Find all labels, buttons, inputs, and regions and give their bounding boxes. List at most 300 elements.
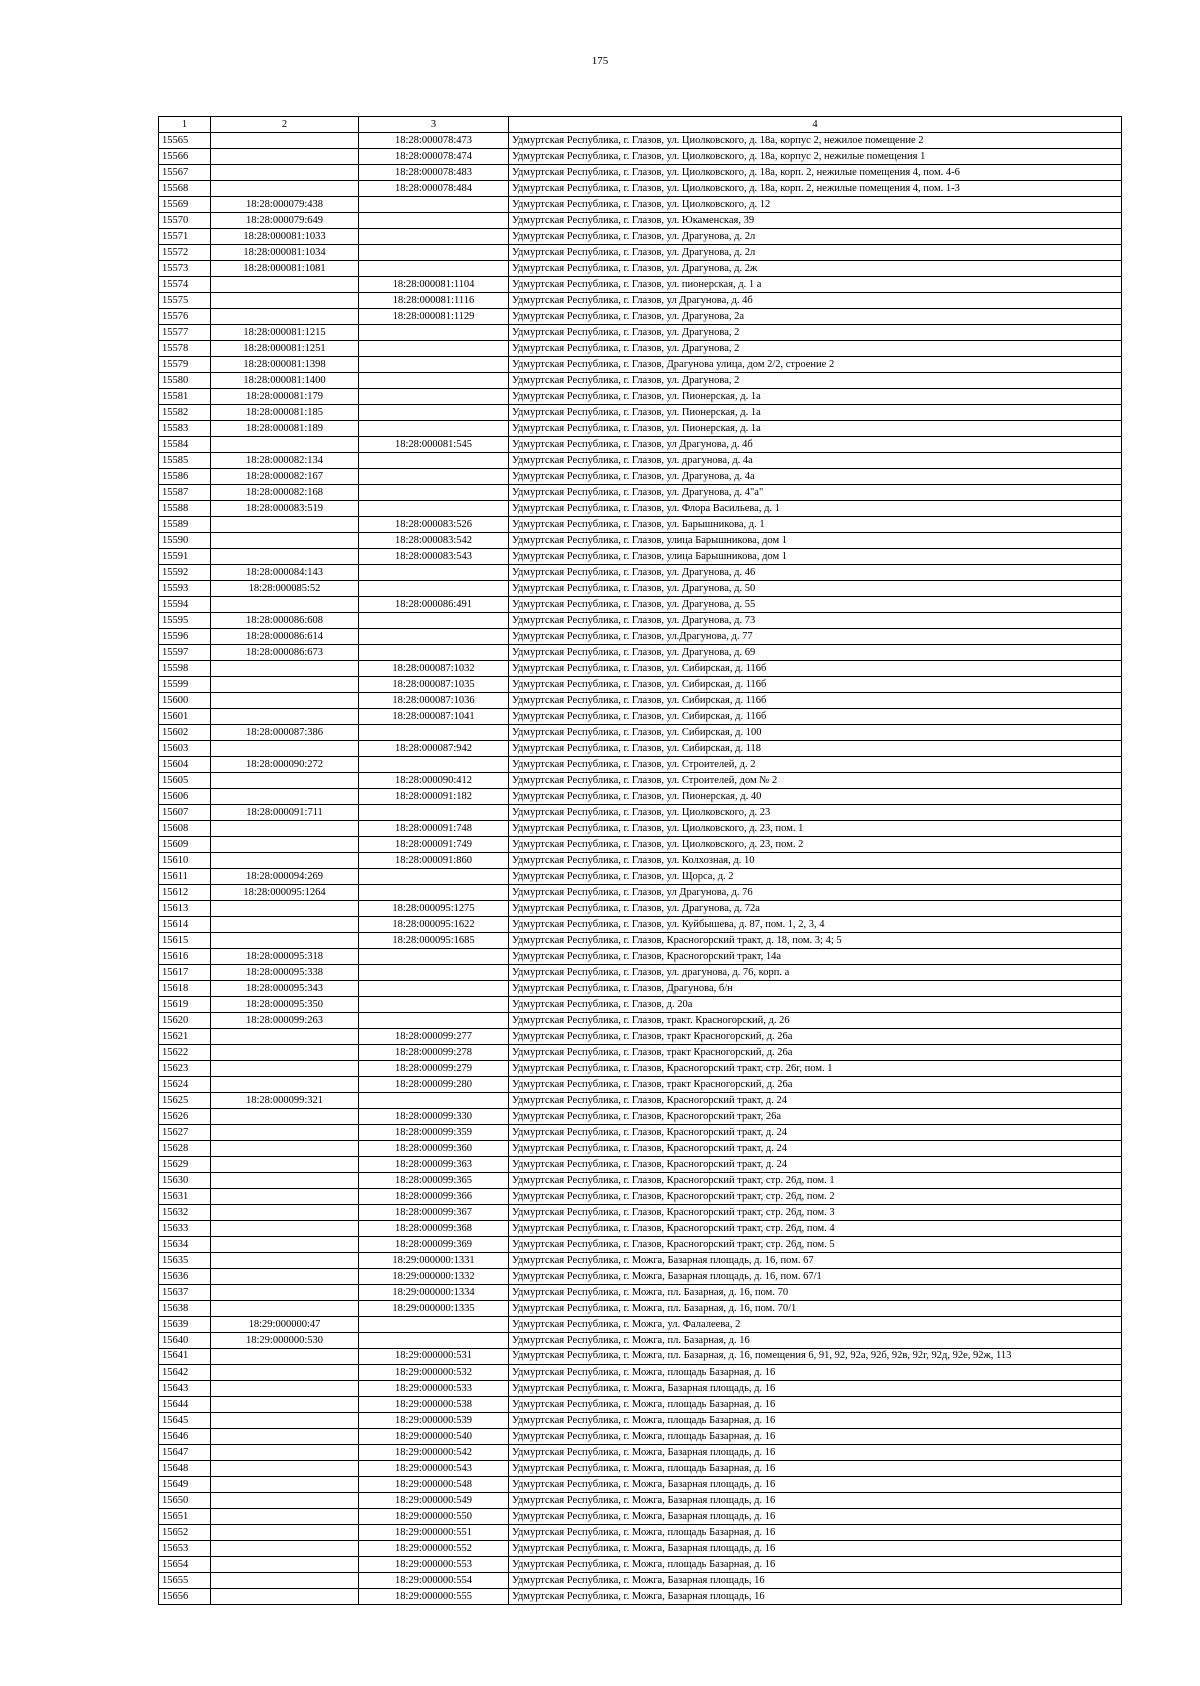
row-number-cell: 15621 — [159, 1029, 211, 1045]
land-cadastral-number-cell: 18:28:000090:272 — [211, 757, 359, 773]
row-number-cell: 15610 — [159, 853, 211, 869]
row-number-cell: 15640 — [159, 1333, 211, 1349]
land-cadastral-number-cell — [211, 1429, 359, 1445]
land-cadastral-number-cell — [211, 1301, 359, 1317]
row-number-cell: 15652 — [159, 1525, 211, 1541]
row-number-cell: 15647 — [159, 1445, 211, 1461]
address-cell: Удмуртская Республика, г. Глазов, ул. Драгунова, д. 73 — [509, 613, 1122, 629]
table-row — [159, 917, 1122, 933]
row-number-cell: 15600 — [159, 693, 211, 709]
table-row — [159, 1125, 1122, 1141]
land-cadastral-number-cell: 18:28:000081:185 — [211, 405, 359, 421]
object-cadastral-number-cell — [359, 341, 509, 357]
land-cadastral-number-cell: 18:28:000095:338 — [211, 965, 359, 981]
object-cadastral-number-cell — [359, 357, 509, 373]
table-row — [159, 1461, 1122, 1477]
object-cadastral-number-cell — [359, 725, 509, 741]
row-number-cell: 15579 — [159, 357, 211, 373]
table-row — [159, 261, 1122, 277]
row-number-cell: 15566 — [159, 149, 211, 165]
table-row — [159, 373, 1122, 389]
table-row — [159, 453, 1122, 469]
address-cell: Удмуртская Республика, г. Глазов, ул. Драгунова, д. 50 — [509, 581, 1122, 597]
land-cadastral-number-cell — [211, 1477, 359, 1493]
land-cadastral-number-cell — [211, 1221, 359, 1237]
object-cadastral-number-cell: 18:28:000099:359 — [359, 1125, 509, 1141]
row-number-cell: 15588 — [159, 501, 211, 517]
row-number-cell: 15615 — [159, 933, 211, 949]
object-cadastral-number-cell: 18:29:000000:531 — [359, 1349, 509, 1365]
row-number-cell: 15586 — [159, 469, 211, 485]
row-number-cell: 15572 — [159, 245, 211, 261]
table-row — [159, 965, 1122, 981]
table-row — [159, 1365, 1122, 1381]
land-cadastral-number-cell — [211, 1589, 359, 1605]
table-row — [159, 757, 1122, 773]
table-row — [159, 565, 1122, 581]
table-row — [159, 1205, 1122, 1221]
land-cadastral-number-cell — [211, 1493, 359, 1509]
table-row — [159, 181, 1122, 197]
land-cadastral-number-cell — [211, 549, 359, 565]
object-cadastral-number-cell — [359, 229, 509, 245]
land-cadastral-number-cell — [211, 309, 359, 325]
land-cadastral-number-cell: 18:28:000091:711 — [211, 805, 359, 821]
table-row — [159, 1525, 1122, 1541]
address-cell: Удмуртская Республика, г. Глазов, ул. Циолковского, д. 18а, корп. 2, нежилые помещения 4, пом. 4-6 — [509, 165, 1122, 181]
table-row — [159, 677, 1122, 693]
address-cell: Удмуртская Республика, г. Глазов, ул. Драгунова, д. 46 — [509, 565, 1122, 581]
object-cadastral-number-cell — [359, 645, 509, 661]
row-number-cell: 15637 — [159, 1285, 211, 1301]
address-cell: Удмуртская Республика, г. Глазов, ул. Юкаменская, 39 — [509, 213, 1122, 229]
address-cell: Удмуртская Республика, г. Можга, пл. Базарная, д. 16 — [509, 1333, 1122, 1349]
table-row — [159, 293, 1122, 309]
address-cell: Удмуртская Республика, г. Глазов, ул. Пионерская, д. 1а — [509, 421, 1122, 437]
land-cadastral-number-cell — [211, 165, 359, 181]
address-cell: Удмуртская Республика, г. Глазов, ул. Драгунова, д. 2л — [509, 229, 1122, 245]
address-cell: Удмуртская Республика, г. Глазов, Красногорский тракт, стр. 26д, пом. 1 — [509, 1173, 1122, 1189]
header-col-3: 3 — [359, 117, 509, 133]
address-cell: Удмуртская Республика, г. Можга, Базарная площадь, 16 — [509, 1573, 1122, 1589]
row-number-cell: 15589 — [159, 517, 211, 533]
table-row — [159, 693, 1122, 709]
land-cadastral-number-cell: 18:28:000095:318 — [211, 949, 359, 965]
land-cadastral-number-cell: 18:28:000081:1251 — [211, 341, 359, 357]
table-row — [159, 277, 1122, 293]
row-number-cell: 15627 — [159, 1125, 211, 1141]
row-number-cell: 15612 — [159, 885, 211, 901]
object-cadastral-number-cell: 18:29:000000:1334 — [359, 1285, 509, 1301]
row-number-cell: 15643 — [159, 1381, 211, 1397]
address-cell: Удмуртская Республика, г. Можга, Базарная площадь, д. 16 — [509, 1493, 1122, 1509]
row-number-cell: 15634 — [159, 1237, 211, 1253]
land-cadastral-number-cell: 18:28:000081:1033 — [211, 229, 359, 245]
object-cadastral-number-cell: 18:28:000099:366 — [359, 1189, 509, 1205]
object-cadastral-number-cell: 18:29:000000:538 — [359, 1397, 509, 1413]
table-row — [159, 645, 1122, 661]
table-row — [159, 1189, 1122, 1205]
table-row — [159, 869, 1122, 885]
address-cell: Удмуртская Республика, г. Глазов, ул. Драгунова, 2а — [509, 309, 1122, 325]
land-cadastral-number-cell — [211, 1349, 359, 1365]
row-number-cell: 15584 — [159, 437, 211, 453]
table-row — [159, 1141, 1122, 1157]
table-row — [159, 1557, 1122, 1573]
object-cadastral-number-cell — [359, 453, 509, 469]
land-cadastral-number-cell: 18:28:000087:386 — [211, 725, 359, 741]
row-number-cell: 15653 — [159, 1541, 211, 1557]
land-cadastral-number-cell — [211, 837, 359, 853]
address-cell: Удмуртская Республика, г. Глазов, ул. Сибирская, д. 118 — [509, 741, 1122, 757]
object-cadastral-number-cell — [359, 245, 509, 261]
table-row — [159, 325, 1122, 341]
address-cell: Удмуртская Республика, г. Глазов, ул. Барышникова, д. 1 — [509, 517, 1122, 533]
object-cadastral-number-cell — [359, 469, 509, 485]
address-cell: Удмуртская Республика, г. Глазов, ул. Куйбышева, д. 87, пом. 1, 2, 3, 4 — [509, 917, 1122, 933]
table-row — [159, 213, 1122, 229]
table-row — [159, 1509, 1122, 1525]
table-row — [159, 1045, 1122, 1061]
row-number-cell: 15638 — [159, 1301, 211, 1317]
address-cell: Удмуртская Республика, г. Глазов, ул.Драгунова, д. 77 — [509, 629, 1122, 645]
land-cadastral-number-cell: 18:28:000081:1398 — [211, 357, 359, 373]
address-cell: Удмуртская Республика, г. Можга, Базарная площадь, д. 16 — [509, 1381, 1122, 1397]
object-cadastral-number-cell — [359, 1013, 509, 1029]
row-number-cell: 15604 — [159, 757, 211, 773]
land-cadastral-number-cell — [211, 693, 359, 709]
address-cell: Удмуртская Республика, г. Глазов, ул. Драгунова, д. 72а — [509, 901, 1122, 917]
table-row — [159, 1493, 1122, 1509]
row-number-cell: 15568 — [159, 181, 211, 197]
table-row — [159, 501, 1122, 517]
land-cadastral-number-cell — [211, 1461, 359, 1477]
address-cell: Удмуртская Республика, г. Глазов, ул. Сибирская, д. 116б — [509, 661, 1122, 677]
address-cell: Удмуртская Республика, г. Можга, пл. Базарная, д. 16, пом. 70 — [509, 1285, 1122, 1301]
object-cadastral-number-cell — [359, 261, 509, 277]
land-cadastral-number-cell — [211, 149, 359, 165]
land-cadastral-number-cell — [211, 1205, 359, 1221]
object-cadastral-number-cell — [359, 389, 509, 405]
land-cadastral-number-cell: 18:28:000099:263 — [211, 1013, 359, 1029]
row-number-cell: 15605 — [159, 773, 211, 789]
table-row — [159, 1429, 1122, 1445]
land-cadastral-number-cell — [211, 661, 359, 677]
row-number-cell: 15618 — [159, 981, 211, 997]
object-cadastral-number-cell: 18:28:000081:545 — [359, 437, 509, 453]
address-cell: Удмуртская Республика, г. Глазов, ул. Циолковского, д. 23 — [509, 805, 1122, 821]
object-cadastral-number-cell: 18:28:000091:748 — [359, 821, 509, 837]
address-cell: Удмуртская Республика, г. Глазов, Красногорский тракт, д. 24 — [509, 1125, 1122, 1141]
page-number: 175 — [591, 55, 609, 67]
object-cadastral-number-cell — [359, 581, 509, 597]
row-number-cell: 15641 — [159, 1349, 211, 1365]
address-cell: Удмуртская Республика, г. Можга, Базарная площадь, д. 16, пом. 67 — [509, 1253, 1122, 1269]
land-cadastral-number-cell — [211, 181, 359, 197]
land-cadastral-number-cell: 18:28:000084:143 — [211, 565, 359, 581]
object-cadastral-number-cell: 18:29:000000:539 — [359, 1413, 509, 1429]
object-cadastral-number-cell: 18:28:000081:1116 — [359, 293, 509, 309]
object-cadastral-number-cell: 18:28:000099:279 — [359, 1061, 509, 1077]
row-number-cell: 15656 — [159, 1589, 211, 1605]
land-cadastral-number-cell — [211, 1573, 359, 1589]
land-cadastral-number-cell: 18:28:000079:438 — [211, 197, 359, 213]
land-cadastral-number-cell: 18:28:000082:168 — [211, 485, 359, 501]
table-row — [159, 789, 1122, 805]
land-cadastral-number-cell — [211, 1077, 359, 1093]
address-cell: Удмуртская Республика, г. Глазов, ул. Щорса, д. 2 — [509, 869, 1122, 885]
row-number-cell: 15583 — [159, 421, 211, 437]
address-cell: Удмуртская Республика, г. Можга, площадь Базарная, д. 16 — [509, 1429, 1122, 1445]
table-row — [159, 437, 1122, 453]
object-cadastral-number-cell: 18:28:000083:542 — [359, 533, 509, 549]
land-cadastral-number-cell — [211, 1557, 359, 1573]
land-cadastral-number-cell — [211, 773, 359, 789]
land-cadastral-number-cell — [211, 1509, 359, 1525]
table-row — [159, 853, 1122, 869]
land-cadastral-number-cell — [211, 1237, 359, 1253]
row-number-cell: 15571 — [159, 229, 211, 245]
row-number-cell: 15620 — [159, 1013, 211, 1029]
address-cell: Удмуртская Республика, г. Можга, площадь Базарная, д. 16 — [509, 1397, 1122, 1413]
address-cell: Удмуртская Республика, г. Глазов, Красногорский тракт, 26а — [509, 1109, 1122, 1125]
object-cadastral-number-cell — [359, 1333, 509, 1349]
table-row — [159, 949, 1122, 965]
address-cell: Удмуртская Республика, г. Глазов, ул. Драгунова, д. 55 — [509, 597, 1122, 613]
object-cadastral-number-cell — [359, 629, 509, 645]
row-number-cell: 15616 — [159, 949, 211, 965]
address-cell: Удмуртская Республика, г. Глазов, ул. драгунова, д. 76, корп. а — [509, 965, 1122, 981]
table-row — [159, 133, 1122, 149]
address-cell: Удмуртская Республика, г. Глазов, ул. Пионерская, д. 40 — [509, 789, 1122, 805]
address-cell: Удмуртская Республика, г. Глазов, ул. Колхозная, д. 10 — [509, 853, 1122, 869]
address-cell: Удмуртская Республика, г. Глазов, Красногорский тракт, д. 24 — [509, 1157, 1122, 1173]
table-row — [159, 933, 1122, 949]
registry-table — [158, 116, 1122, 1605]
object-cadastral-number-cell — [359, 405, 509, 421]
address-cell: Удмуртская Республика, г. Глазов, ул. Циолковского, д. 18а, корпус 2, нежилые помещения 1 — [509, 149, 1122, 165]
object-cadastral-number-cell — [359, 613, 509, 629]
table-row — [159, 1381, 1122, 1397]
row-number-cell: 15646 — [159, 1429, 211, 1445]
land-cadastral-number-cell — [211, 1253, 359, 1269]
header-col-4: 4 — [509, 117, 1122, 133]
object-cadastral-number-cell — [359, 213, 509, 229]
land-cadastral-number-cell — [211, 1541, 359, 1557]
object-cadastral-number-cell: 18:29:000000:1335 — [359, 1301, 509, 1317]
land-cadastral-number-cell: 18:29:000000:530 — [211, 1333, 359, 1349]
address-cell: Удмуртская Республика, г. Глазов, ул. Сибирская, д. 116б — [509, 693, 1122, 709]
address-cell: Удмуртская Республика, г. Глазов, ул. Драгунова, 2 — [509, 325, 1122, 341]
address-cell: Удмуртская Республика, г. Глазов, ул. Строителей, д. 2 — [509, 757, 1122, 773]
address-cell: Удмуртская Республика, г. Глазов, тракт. Красногорский, д. 26 — [509, 1013, 1122, 1029]
land-cadastral-number-cell — [211, 709, 359, 725]
row-number-cell: 15590 — [159, 533, 211, 549]
table-row — [159, 517, 1122, 533]
object-cadastral-number-cell: 18:29:000000:542 — [359, 1445, 509, 1461]
land-cadastral-number-cell: 18:28:000082:134 — [211, 453, 359, 469]
address-cell: Удмуртская Республика, г. Глазов, Драгунова улица, дом 2/2, строение 2 — [509, 357, 1122, 373]
address-cell: Удмуртская Республика, г. Глазов, ул. Драгунова, д. 2ж — [509, 261, 1122, 277]
object-cadastral-number-cell: 18:28:000087:1035 — [359, 677, 509, 693]
object-cadastral-number-cell: 18:28:000086:491 — [359, 597, 509, 613]
land-cadastral-number-cell: 18:28:000082:167 — [211, 469, 359, 485]
row-number-cell: 15599 — [159, 677, 211, 693]
object-cadastral-number-cell: 18:28:000087:1032 — [359, 661, 509, 677]
address-cell: Удмуртская Республика, г. Глазов, улица Барышникова, дом 1 — [509, 533, 1122, 549]
row-number-cell: 15602 — [159, 725, 211, 741]
land-cadastral-number-cell — [211, 901, 359, 917]
address-cell: Удмуртская Республика, г. Можга, пл. Базарная, д. 16, пом. 70/1 — [509, 1301, 1122, 1317]
object-cadastral-number-cell: 18:28:000081:1104 — [359, 277, 509, 293]
row-number-cell: 15655 — [159, 1573, 211, 1589]
land-cadastral-number-cell — [211, 1413, 359, 1429]
land-cadastral-number-cell — [211, 133, 359, 149]
header-row — [159, 117, 1122, 133]
row-number-cell: 15606 — [159, 789, 211, 805]
table-row — [159, 597, 1122, 613]
row-number-cell: 15585 — [159, 453, 211, 469]
address-cell: Удмуртская Республика, г. Глазов, ул. Циолковского, д. 12 — [509, 197, 1122, 213]
address-cell: Удмуртская Республика, г. Глазов, ул. пионерская, д. 1 а — [509, 277, 1122, 293]
land-cadastral-number-cell — [211, 933, 359, 949]
land-cadastral-number-cell — [211, 1445, 359, 1461]
row-number-cell: 15648 — [159, 1461, 211, 1477]
land-cadastral-number-cell — [211, 597, 359, 613]
land-cadastral-number-cell — [211, 677, 359, 693]
land-cadastral-number-cell — [211, 1269, 359, 1285]
table-row — [159, 485, 1122, 501]
table-row — [159, 165, 1122, 181]
table-row — [159, 1173, 1122, 1189]
row-number-cell: 15633 — [159, 1221, 211, 1237]
land-cadastral-number-cell — [211, 1189, 359, 1205]
object-cadastral-number-cell: 18:28:000078:473 — [359, 133, 509, 149]
land-cadastral-number-cell: 18:29:000000:47 — [211, 1317, 359, 1333]
object-cadastral-number-cell: 18:29:000000:555 — [359, 1589, 509, 1605]
row-number-cell: 15631 — [159, 1189, 211, 1205]
object-cadastral-number-cell: 18:28:000099:277 — [359, 1029, 509, 1045]
address-cell: Удмуртская Республика, г. Глазов, ул. Драгунова, д. 69 — [509, 645, 1122, 661]
address-cell: Удмуртская Республика, г. Глазов, д. 20а — [509, 997, 1122, 1013]
row-number-cell: 15619 — [159, 997, 211, 1013]
address-cell: Удмуртская Республика, г. Глазов, ул. Драгунова, 2 — [509, 341, 1122, 357]
address-cell: Удмуртская Республика, г. Глазов, тракт Красногорский, д. 26а — [509, 1029, 1122, 1045]
address-cell: Удмуртская Республика, г. Глазов, Красногорский тракт, стр. 26д, пом. 4 — [509, 1221, 1122, 1237]
table-row — [159, 661, 1122, 677]
table-row — [159, 613, 1122, 629]
table-row — [159, 245, 1122, 261]
table-row — [159, 901, 1122, 917]
object-cadastral-number-cell: 18:29:000000:1331 — [359, 1253, 509, 1269]
address-cell: Удмуртская Республика, г. Можга, площадь Базарная, д. 16 — [509, 1413, 1122, 1429]
land-cadastral-number-cell: 18:28:000094:269 — [211, 869, 359, 885]
row-number-cell: 15577 — [159, 325, 211, 341]
address-cell: Удмуртская Республика, г. Можга, Базарная площадь, 16 — [509, 1589, 1122, 1605]
land-cadastral-number-cell — [211, 1061, 359, 1077]
address-cell: Удмуртская Республика, г. Можга, площадь Базарная, д. 16 — [509, 1525, 1122, 1541]
address-cell: Удмуртская Республика, г. Можга, Базарная площадь, д. 16 — [509, 1477, 1122, 1493]
land-cadastral-number-cell: 18:28:000081:1081 — [211, 261, 359, 277]
address-cell: Удмуртская Республика, г. Глазов, ул Драгунова, д. 4б — [509, 293, 1122, 309]
address-cell: Удмуртская Республика, г. Глазов, ул. Пионерская, д. 1а — [509, 389, 1122, 405]
land-cadastral-number-cell: 18:28:000086:673 — [211, 645, 359, 661]
row-number-cell: 15597 — [159, 645, 211, 661]
address-cell: Удмуртская Республика, г. Глазов, ул. Драгунова, д. 4а — [509, 469, 1122, 485]
row-number-cell: 15596 — [159, 629, 211, 645]
table-row — [159, 1573, 1122, 1589]
object-cadastral-number-cell — [359, 501, 509, 517]
object-cadastral-number-cell: 18:29:000000:550 — [359, 1509, 509, 1525]
object-cadastral-number-cell: 18:28:000078:484 — [359, 181, 509, 197]
row-number-cell: 15622 — [159, 1045, 211, 1061]
row-number-cell: 15639 — [159, 1317, 211, 1333]
object-cadastral-number-cell: 18:28:000087:1041 — [359, 709, 509, 725]
object-cadastral-number-cell — [359, 949, 509, 965]
address-cell: Удмуртская Республика, г. Глазов, тракт Красногорский, д. 26а — [509, 1045, 1122, 1061]
table-row — [159, 709, 1122, 725]
table-row — [159, 1077, 1122, 1093]
object-cadastral-number-cell: 18:28:000099:369 — [359, 1237, 509, 1253]
table-row — [159, 1029, 1122, 1045]
table-row — [159, 1589, 1122, 1605]
row-number-cell: 15635 — [159, 1253, 211, 1269]
row-number-cell: 15591 — [159, 549, 211, 565]
table-row — [159, 1317, 1122, 1333]
address-cell: Удмуртская Республика, г. Глазов, Красногорский тракт, д. 18, пом. 3; 4; 5 — [509, 933, 1122, 949]
object-cadastral-number-cell: 18:28:000078:483 — [359, 165, 509, 181]
address-cell: Удмуртская Республика, г. Глазов, Красногорский тракт, д. 24 — [509, 1141, 1122, 1157]
address-cell: Удмуртская Республика, г. Глазов, ул. Драгунова, д. 2л — [509, 245, 1122, 261]
land-cadastral-number-cell — [211, 1109, 359, 1125]
address-cell: Удмуртская Республика, г. Глазов, ул. Циолковского, д. 18а, корпус 2, нежилое помещение 2 — [509, 133, 1122, 149]
land-cadastral-number-cell — [211, 1141, 359, 1157]
row-number-cell: 15623 — [159, 1061, 211, 1077]
address-cell: Удмуртская Республика, г. Глазов, Красногорский тракт, 14а — [509, 949, 1122, 965]
table-row — [159, 1157, 1122, 1173]
row-number-cell: 15630 — [159, 1173, 211, 1189]
table-row — [159, 1109, 1122, 1125]
address-cell: Удмуртская Республика, г. Глазов, Драгунова, б/н — [509, 981, 1122, 997]
table-row — [159, 1445, 1122, 1461]
address-cell: Удмуртская Республика, г. Глазов, ул. Циолковского, д. 23, пом. 1 — [509, 821, 1122, 837]
object-cadastral-number-cell: 18:28:000095:1685 — [359, 933, 509, 949]
table-header — [159, 117, 1122, 133]
object-cadastral-number-cell: 18:29:000000:532 — [359, 1365, 509, 1381]
land-cadastral-number-cell: 18:28:000085:52 — [211, 581, 359, 597]
object-cadastral-number-cell: 18:28:000099:367 — [359, 1205, 509, 1221]
row-number-cell: 15614 — [159, 917, 211, 933]
table-row — [159, 997, 1122, 1013]
land-cadastral-number-cell — [211, 1525, 359, 1541]
object-cadastral-number-cell: 18:28:000087:942 — [359, 741, 509, 757]
header-col-1: 1 — [159, 117, 211, 133]
table-body — [159, 133, 1122, 1605]
table-row — [159, 1013, 1122, 1029]
object-cadastral-number-cell: 18:28:000099:278 — [359, 1045, 509, 1061]
row-number-cell: 15611 — [159, 869, 211, 885]
table-row — [159, 533, 1122, 549]
table-row — [159, 1541, 1122, 1557]
land-cadastral-number-cell — [211, 821, 359, 837]
table-row — [159, 981, 1122, 997]
land-cadastral-number-cell — [211, 1125, 359, 1141]
object-cadastral-number-cell — [359, 869, 509, 885]
header-col-2: 2 — [211, 117, 359, 133]
address-cell: Удмуртская Республика, г. Глазов, ул. Циолковского, д. 18а, корп. 2, нежилые помещения 4, пом. 1-3 — [509, 181, 1122, 197]
row-number-cell: 15645 — [159, 1413, 211, 1429]
table-row — [159, 229, 1122, 245]
